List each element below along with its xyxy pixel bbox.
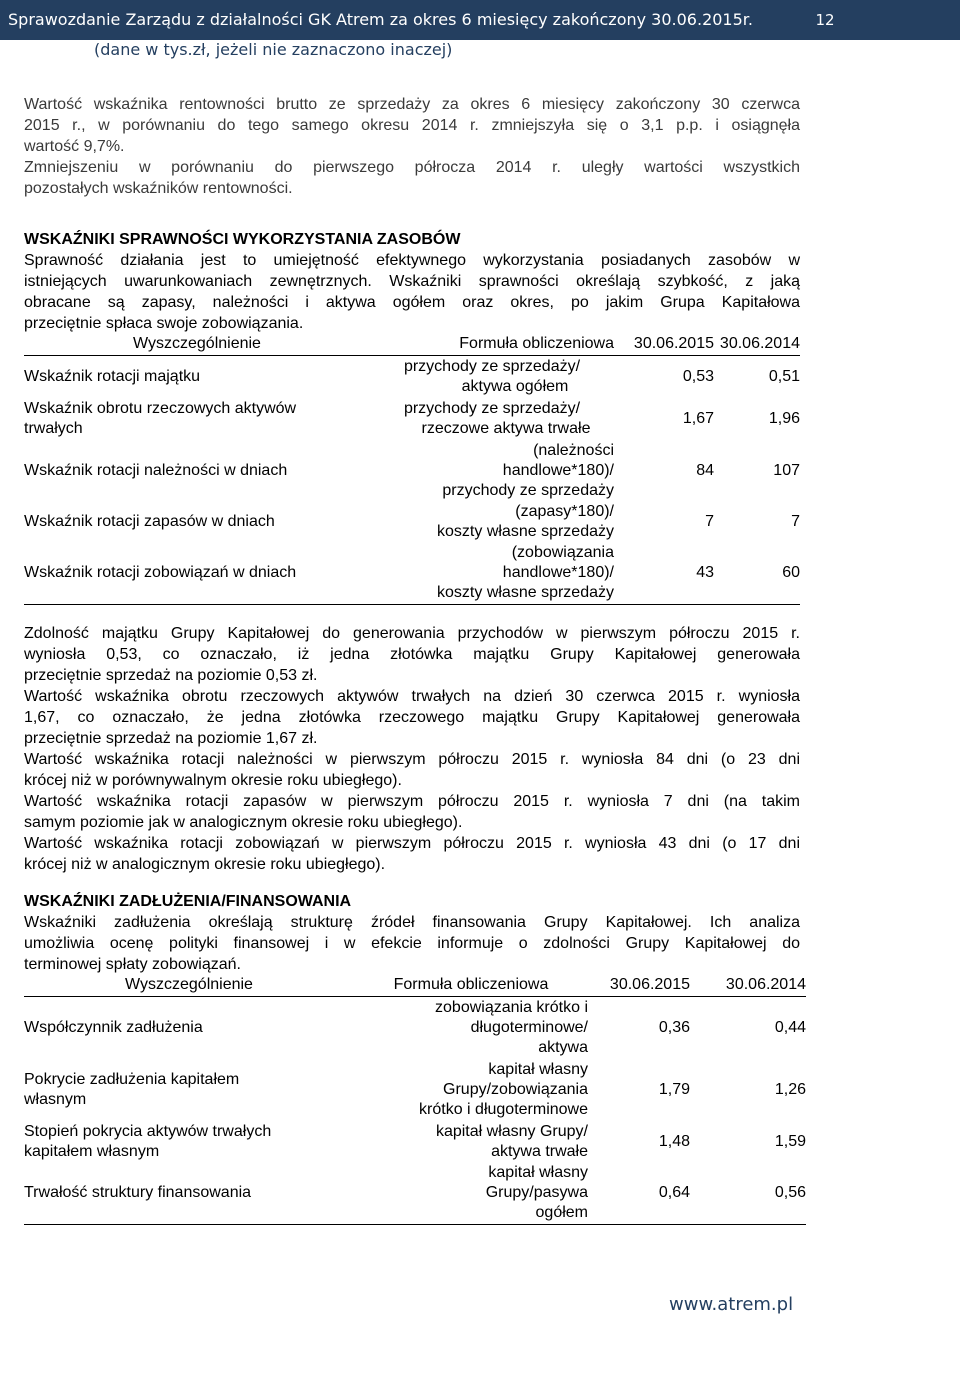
text-line: terminowej spłaty zobowiązań. [24, 956, 241, 973]
efficiency-section-intro [24, 229, 800, 334]
value-2015: 84 [696, 461, 714, 479]
table-row [24, 997, 806, 1059]
row-formula: (należności handlowe*180)/ przychody ze sprzedaży [442, 441, 614, 499]
text-line: Wartość wskaźnika rotacji zapasów w pierwszym półroczu 2015 r. wyniosła 7 dni (na takim [24, 793, 800, 810]
row-formula: przychody ze sprzedaży/ aktywa ogółem [403, 358, 581, 396]
value-2014: 60 [714, 543, 800, 605]
efficiency-analysis [24, 623, 800, 875]
col-header-2015: 30.06.2015 [588, 974, 690, 997]
intro-paragraph [24, 94, 800, 199]
row-label: Trwałość struktury finansowania [24, 1163, 354, 1225]
text-line: umożliwia ocenę polityki finansowej i w efekcie informuje o zdolności Grupy Kapitałowej do [24, 935, 800, 952]
row-label: Wskaźnik rotacji zobowiązań w dniach [24, 543, 370, 605]
row-formula: (zobowiązania handlowe*180)/ koszty własne sprzedaży [370, 543, 614, 605]
text-line: wartość 9,7%. [24, 138, 125, 155]
table-row [24, 399, 800, 440]
row-label: Wskaźnik rotacji zapasów w dniach [24, 513, 275, 530]
text-line: Wartość wskaźnika rentowności brutto ze sprzedaży za okres 6 miesięcy zakończony 30 czerwca [24, 96, 800, 113]
value-2014: 1,26 [774, 1080, 806, 1098]
table-row [24, 1163, 806, 1225]
row-formula: przychody ze sprzedaży/ rzeczowe aktywa trwałe [403, 400, 591, 437]
page-number: 12 [815, 11, 835, 29]
row-label: Wskaźnik rotacji należności w dniach [24, 461, 288, 479]
col-header-2014: 30.06.2014 [690, 974, 806, 997]
text-line: istniejących uwarunkowaniach zewnętrznych. Wskaźniki sprawności określają szybkość, z jaką [24, 273, 800, 290]
table-header-row [24, 333, 800, 356]
row-label: Stopień pokrycia aktywów trwałych kapitałem własnym [24, 1122, 272, 1160]
text-line: pozostałych wskaźników rentowności. [24, 180, 293, 197]
value-2015: 0,64 [588, 1163, 690, 1225]
text-line: Wartość wskaźnika rotacji należności w pierwszym półroczu 2015 r. wyniosła 84 dni (o 23 dni [24, 751, 800, 768]
row-formula: (zapasy*180)/ koszty własne sprzedaży [437, 503, 614, 540]
value-2014: 1,59 [774, 1132, 806, 1150]
footer-url[interactable]: www.atrem.pl [669, 1294, 794, 1315]
header-subtitle: (dane w tys.zł, jeżeli nie zaznaczono inaczej) [94, 40, 453, 59]
text-line: Wartość wskaźnika rotacji zobowiązań w pierwszym półroczu 2015 r. wyniosła 43 dni (o 17 dni [24, 835, 800, 852]
value-2015: 0,53 [682, 368, 714, 386]
table-row [24, 440, 800, 502]
table-row [24, 543, 800, 605]
efficiency-heading: WSKAŹNIKI SPRAWNOŚCI WYKORZYSTANIA ZASOBÓW [24, 231, 461, 248]
col-header-formula: Formuła obliczeniowa [370, 333, 614, 356]
table-header-row [24, 974, 806, 997]
value-2015: 7 [705, 513, 714, 530]
text-line: Zmniejszeniu w porównaniu do pierwszego półrocza 2014 r. uległy wartości wszystkich [24, 159, 800, 176]
debt-table [24, 974, 806, 1225]
efficiency-table [24, 333, 800, 605]
value-2014: 1,96 [768, 410, 800, 427]
row-formula: kapitał własny Grupy/pasywa ogółem [354, 1163, 588, 1225]
col-header-description: Wyszczególnienie [24, 974, 354, 997]
text-line: przeciętnie sprzedaż na poziomie 1,67 zł. [24, 730, 318, 747]
debt-heading: WSKAŹNIKI ZADŁUŻENIA/FINANSOWANIA [24, 893, 352, 910]
table-row [24, 502, 800, 543]
row-formula: zobowiązania krótko i długoterminowe/ aktywa [435, 998, 588, 1056]
col-header-2014: 30.06.2014 [714, 333, 800, 356]
debt-section-intro [24, 891, 800, 975]
row-label: Wskaźnik obrotu rzeczowych aktywów trwałych [24, 400, 297, 437]
value-2015: 1,48 [658, 1132, 690, 1150]
text-line: krócej niż w porównywalnym okresie roku ubiegłego). [24, 772, 402, 789]
text-line: 1,67, co oznaczało, że jedna złotówka rzeczowego majątku Grupy Kapitałowej generowała [24, 709, 800, 726]
value-2014: 7 [791, 513, 800, 530]
value-2014: 0,44 [774, 1018, 806, 1036]
text-line: wyniosła 0,53, co oznaczało, iż jedna złotówka majątku Grupy Kapitałowej generowała [24, 646, 800, 663]
table-row [24, 356, 800, 399]
value-2015: 43 [614, 543, 714, 605]
value-2015: 1,79 [658, 1080, 690, 1098]
text-line: przeciętnie sprzedaż na poziomie 0,53 zł. [24, 667, 318, 684]
table-row [24, 1059, 806, 1121]
row-formula: kapitał własny Grupy/ aktywa trwałe [435, 1122, 588, 1160]
value-2015: 0,36 [658, 1018, 690, 1036]
text-line: 2015 r., w porównaniu do tego samego okresu 2014 r. zmniejszyła się o 3,1 p.p. i osiągnęła [24, 117, 800, 134]
text-line: Sprawność działania jest to umiejętność efektywnego wykorzystania posiadanych zasobów w [24, 252, 800, 269]
text-line: Zdolność majątku Grupy Kapitałowej do generowania przychodów w pierwszym półroczu 2015 r. [24, 625, 800, 642]
col-header-2015: 30.06.2015 [614, 333, 714, 356]
text-line: samym poziomie jak w analogicznym okresie roku ubiegłego). [24, 814, 463, 831]
row-label: Wskaźnik rotacji majątku [24, 368, 201, 386]
value-2015: 1,67 [682, 410, 714, 427]
col-header-description: Wyszczególnienie [24, 333, 370, 356]
value-2014: 107 [773, 461, 800, 479]
value-2014: 0,56 [690, 1163, 806, 1225]
row-label: Pokrycie zadłużenia kapitałem własnym [24, 1070, 240, 1108]
text-line: obracane są zapasy, należności i aktywa ogółem oraz okres, po jakim Grupa Kapitałowa [24, 294, 800, 311]
header-title: Sprawozdanie Zarządu z działalności GK Atrem za okres 6 miesięcy zakończony 30.06.2015r. [8, 10, 753, 29]
text-line: krócej niż w analogicznym okresie roku ubiegłego). [24, 856, 386, 873]
text-line: przeciętnie spłaca swoje zobowiązania. [24, 315, 304, 332]
table-row [24, 1121, 806, 1163]
row-formula: kapitał własny Grupy/zobowiązania krótko i długoterminowe [419, 1060, 588, 1118]
value-2014: 0,51 [768, 368, 800, 386]
row-label: Współczynnik zadłużenia [24, 1018, 203, 1036]
text-line: Wskaźniki zadłużenia określają strukturę źródeł finansowania Grupy Kapitałowej. Ich analiza [24, 914, 800, 931]
text-line: Wartość wskaźnika obrotu rzeczowych aktywów trwałych na dzień 30 czerwca 2015 r. wyniosła [24, 688, 800, 705]
col-header-formula: Formuła obliczeniowa [354, 974, 588, 997]
